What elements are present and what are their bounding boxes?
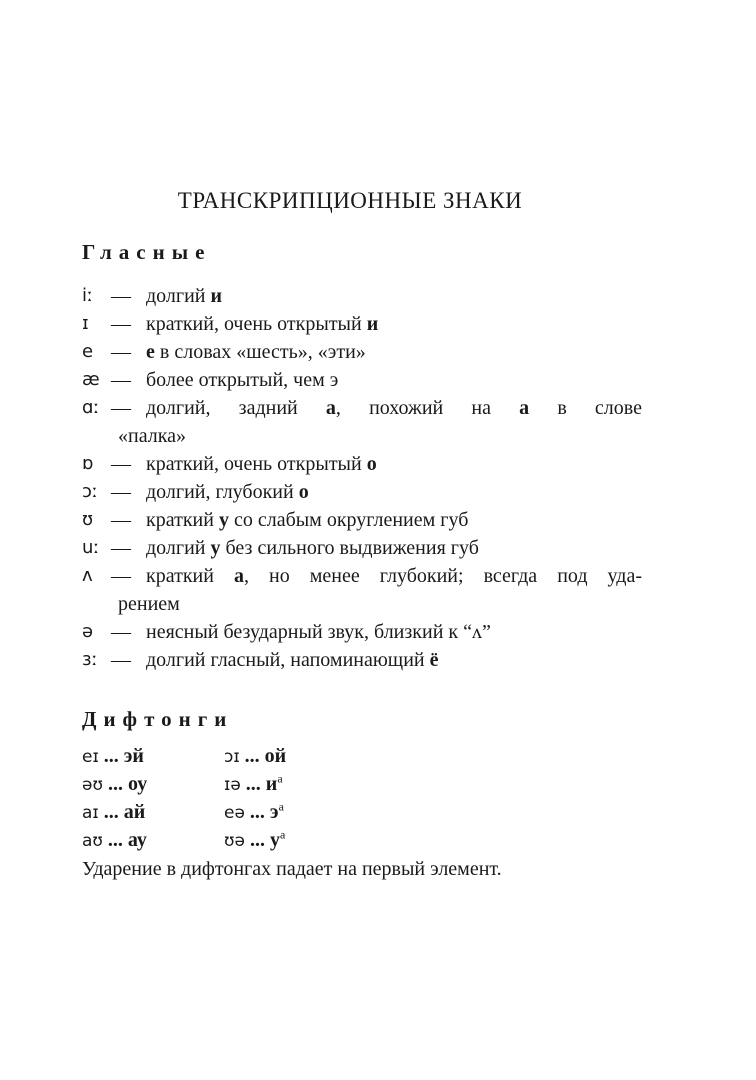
diphthong-entry <box>82 798 145 827</box>
diphthong-russian: ау <box>127 829 147 851</box>
dash: — <box>111 621 131 643</box>
diphthong-russian: и <box>265 773 278 795</box>
diphthong-ipa: ɪə <box>224 775 241 795</box>
vowel-row <box>82 534 642 562</box>
desc-text: в словах «шесть», «эти» <box>154 341 366 363</box>
diphthong-entry <box>224 826 285 855</box>
diphthongs-table <box>82 742 602 854</box>
vowel-description <box>146 338 642 366</box>
vowel-description-continuation: «палка» <box>118 425 187 447</box>
vowel-symbol: iː <box>82 285 94 306</box>
diphthong-superscript: а <box>277 771 283 786</box>
diphthong-ipa: ʊə <box>224 831 245 851</box>
vowel-symbol: ə <box>82 621 94 642</box>
desc-text: без сильного выдвижения губ <box>220 537 479 559</box>
ellipsis: ... <box>103 745 119 767</box>
vowel-description <box>146 450 642 478</box>
vowel-symbol: ʌ <box>82 565 93 586</box>
vowel-row <box>82 394 642 450</box>
diphthong-row <box>82 770 602 798</box>
diphthong-russian: оу <box>127 773 148 795</box>
desc-text: неясный безударный звук, близкий к “ʌ” <box>146 621 491 643</box>
diphthong-entry <box>82 770 147 799</box>
dash: — <box>111 481 131 503</box>
diphthong-russian: эй <box>123 745 144 767</box>
ellipsis: ... <box>244 745 260 767</box>
vowel-symbol: æ <box>82 369 100 390</box>
ellipsis: ... <box>107 829 123 851</box>
vowel-row <box>82 618 642 646</box>
vowel-symbol: e <box>82 341 94 362</box>
diphthong-ipa: eə <box>224 803 245 823</box>
vowel-row <box>82 506 642 534</box>
desc-bold-letter: а <box>233 565 244 587</box>
dash: — <box>111 313 131 335</box>
vowels-heading: Гласные <box>82 240 212 264</box>
diphthong-entry <box>224 742 286 771</box>
vowel-symbol: ɒ <box>82 453 94 474</box>
diphthong-entry <box>224 798 284 827</box>
desc-bold-letter: у <box>210 537 221 559</box>
desc-bold-letter: о <box>366 453 377 475</box>
diphthong-ipa: eɪ <box>82 747 99 767</box>
diphthong-superscript: а <box>278 799 284 814</box>
desc-text: долгий, задний <box>146 397 326 419</box>
desc-text: более открытый, чем э <box>146 369 339 391</box>
vowel-description <box>146 506 642 534</box>
ellipsis: ... <box>103 801 119 823</box>
vowel-description-continuation: рением <box>118 593 180 615</box>
desc-text: со слабым округлением губ <box>228 509 469 531</box>
vowel-description <box>146 534 642 562</box>
diphthong-entry <box>82 826 147 855</box>
ellipsis: ... <box>107 773 123 795</box>
vowel-row <box>82 338 642 366</box>
diphthong-ipa: ɔɪ <box>224 747 240 767</box>
stress-note: Ударение в дифтонгах падает на первый элемент. <box>82 858 502 880</box>
dash: — <box>111 649 131 671</box>
desc-bold-letter: е <box>146 341 155 363</box>
desc-text: долгий гласный, напоминающий <box>146 649 430 671</box>
diphthong-russian: э <box>269 801 279 823</box>
vowel-symbol: ɜː <box>82 649 98 670</box>
dash: — <box>111 537 131 559</box>
desc-text: краткий <box>146 509 219 531</box>
desc-bold-letter: ё <box>429 649 439 671</box>
desc-text: краткий, очень открытый <box>146 453 367 475</box>
diphthong-ipa: aɪ <box>82 803 99 823</box>
vowel-row <box>82 450 642 478</box>
vowel-row <box>82 310 642 338</box>
diphthong-superscript: а <box>279 827 286 842</box>
vowel-description <box>146 394 642 422</box>
vowel-row <box>82 562 642 618</box>
desc-bold-letter: а <box>325 397 336 419</box>
diphthong-russian: у <box>269 829 280 851</box>
vowel-description <box>146 310 642 338</box>
diphthong-row <box>82 826 602 854</box>
dash: — <box>111 565 131 587</box>
vowel-symbol: ɪ <box>82 313 89 334</box>
diphthong-entry <box>224 770 283 799</box>
desc-bold-letter: и <box>210 285 223 307</box>
vowel-description <box>146 282 642 310</box>
ellipsis: ... <box>245 773 261 795</box>
vowel-row <box>82 478 642 506</box>
desc-text: краткий <box>146 565 234 587</box>
desc-text: краткий, очень открытый <box>146 313 367 335</box>
diphthong-ipa: aʊ <box>82 831 103 851</box>
vowel-row <box>82 646 642 674</box>
desc-bold-letter: о <box>298 481 309 503</box>
desc-text: , но менее глубокий; всегда под уда- <box>243 565 642 587</box>
diphthong-russian: ой <box>264 745 287 767</box>
desc-text: , похожий на <box>335 397 520 419</box>
dash: — <box>111 341 131 363</box>
vowel-row <box>82 366 642 394</box>
diphthong-ipa: əʊ <box>82 775 103 795</box>
vowel-row <box>82 282 642 310</box>
diphthong-entry <box>82 742 144 771</box>
page-title: ТРАНСКРИПЦИОННЫЕ ЗНАКИ <box>177 188 523 213</box>
diphthong-russian: ай <box>123 801 146 823</box>
desc-bold-letter: а <box>519 397 530 419</box>
ellipsis: ... <box>249 829 265 851</box>
vowel-description <box>146 646 642 674</box>
vowels-list <box>82 282 642 674</box>
desc-text: долгий <box>146 537 211 559</box>
desc-text: долгий, глубокий <box>146 481 299 503</box>
vowel-symbol: ɔː <box>82 481 98 502</box>
diphthong-row <box>82 798 602 826</box>
desc-text: долгий <box>146 285 211 307</box>
dash: — <box>111 369 131 391</box>
dash: — <box>111 453 131 475</box>
dash: — <box>111 285 131 307</box>
vowel-description <box>146 562 642 590</box>
vowel-symbol: ɑː <box>82 397 100 418</box>
ellipsis: ... <box>249 801 265 823</box>
desc-bold-letter: и <box>366 313 379 335</box>
vowel-description <box>146 478 642 506</box>
desc-text: в слове <box>529 397 642 419</box>
vowel-symbol: uː <box>82 537 100 558</box>
desc-bold-letter: у <box>218 509 229 531</box>
vowel-description <box>146 618 642 646</box>
diphthongs-heading: Дифтонги <box>82 707 234 731</box>
diphthong-row <box>82 742 602 770</box>
vowel-description <box>146 366 642 394</box>
dash: — <box>111 509 131 531</box>
dash: — <box>111 397 131 419</box>
vowel-symbol: ʊ <box>82 509 94 530</box>
